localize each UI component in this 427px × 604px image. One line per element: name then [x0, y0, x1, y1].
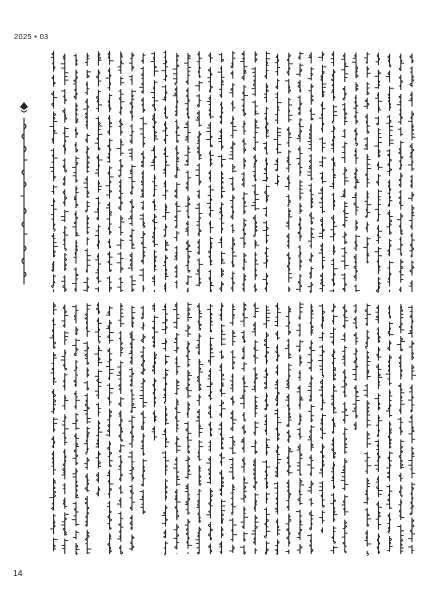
vertical-text-block-top	[44, 48, 418, 294]
text-column	[162, 304, 170, 556]
text-column	[139, 53, 147, 292]
text-column	[363, 304, 371, 556]
text-column	[341, 304, 349, 553]
text-column	[240, 51, 248, 292]
text-column	[94, 302, 102, 496]
vertical-script-columns-top	[44, 48, 418, 294]
column-divider	[44, 296, 418, 297]
text-column	[49, 302, 57, 551]
text-column	[184, 53, 192, 292]
text-column	[274, 303, 282, 555]
text-column	[152, 303, 159, 440]
text-column	[72, 54, 79, 292]
text-column	[397, 54, 404, 292]
text-column	[61, 304, 69, 554]
text-column	[352, 53, 360, 292]
text-column	[195, 51, 203, 286]
text-column	[374, 53, 382, 293]
running-head-ornament	[17, 100, 31, 290]
text-column	[50, 51, 58, 292]
text-column	[217, 53, 225, 292]
text-column	[330, 304, 338, 554]
text-column	[318, 52, 326, 292]
text-column	[397, 304, 405, 554]
text-column	[128, 52, 136, 292]
text-column	[240, 302, 248, 554]
text-column	[139, 306, 147, 514]
text-column	[341, 53, 349, 292]
issue-label: 2025 • 03	[14, 32, 49, 41]
text-column	[363, 52, 371, 263]
text-column	[94, 51, 102, 292]
text-column	[374, 305, 382, 554]
text-column	[106, 306, 114, 554]
text-column	[117, 51, 125, 292]
text-column	[330, 51, 338, 292]
text-column	[285, 306, 293, 554]
page-number: 14	[13, 568, 23, 578]
text-column	[285, 53, 293, 292]
text-column	[83, 303, 91, 554]
text-column	[307, 52, 315, 293]
vertical-script-columns-bottom	[44, 300, 418, 556]
text-column	[408, 54, 415, 292]
text-column	[173, 302, 181, 554]
text-column	[296, 302, 304, 554]
text-column	[262, 51, 270, 292]
text-column	[117, 303, 125, 554]
text-column	[196, 303, 204, 554]
text-column	[128, 306, 136, 551]
text-column	[262, 305, 270, 554]
text-column	[274, 54, 282, 186]
text-column	[408, 305, 416, 554]
text-column	[184, 302, 192, 554]
text-column	[251, 302, 259, 554]
running-head-script	[21, 118, 27, 284]
text-column	[386, 305, 394, 551]
text-column	[173, 53, 181, 288]
text-column	[251, 51, 259, 292]
text-column	[161, 50, 169, 292]
text-column	[218, 303, 225, 554]
text-column	[386, 54, 394, 292]
text-column	[206, 52, 214, 292]
bird-emblem-icon	[20, 102, 28, 112]
text-column	[72, 305, 80, 555]
text-column	[307, 304, 315, 554]
vertical-text-block-bottom	[44, 300, 418, 556]
text-column	[61, 54, 69, 292]
text-column	[296, 52, 304, 292]
text-column	[318, 304, 326, 533]
text-column	[206, 304, 214, 554]
text-column	[352, 304, 360, 430]
text-column	[229, 51, 237, 292]
text-column	[229, 304, 237, 553]
text-column	[106, 51, 114, 292]
text-column	[83, 53, 91, 292]
text-column	[151, 52, 159, 292]
